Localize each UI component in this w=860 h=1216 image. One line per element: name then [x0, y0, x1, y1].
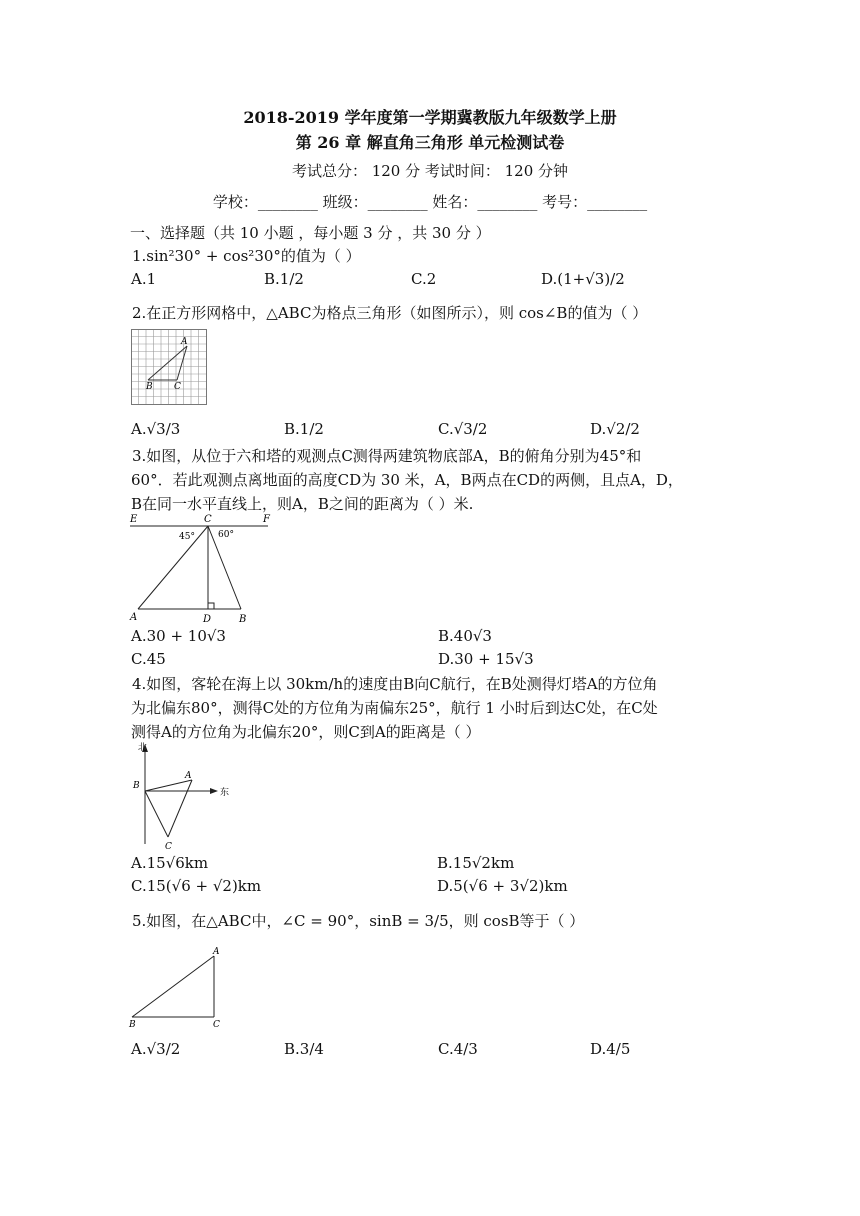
question-2-label-c: C: [174, 382, 181, 392]
question-1-option-d: D.(1+√3)/2: [541, 270, 625, 288]
question-2-option-a: A.√3/3: [131, 420, 181, 438]
question-4-option-d: D.5(√6 + 3√2)km: [437, 877, 568, 895]
question-5-label-b: B: [129, 1020, 136, 1030]
question-4-stem-line-2: 为北偏东80°，测得C处的方位角为南偏东25°，航行 1 小时后到达C处，在C处: [131, 699, 658, 717]
question-2-label-b: B: [146, 382, 153, 392]
question-4-label-b: B: [133, 781, 140, 791]
question-3-figure: [128, 510, 273, 625]
question-5-option-a: A.√3/2: [131, 1040, 181, 1058]
question-3-stem-line-2: 60°．若此观测点离地面的高度CD为 30 米，A，B两点在CD的两侧，且点A，D，: [131, 471, 683, 489]
question-4-stem-line-3: 测得A的方位角为北偏东20°，则C到A的距离是（ ）: [131, 723, 481, 741]
question-5-label-a: A: [213, 947, 220, 957]
question-5-stem: 5.如图，在△ABC中，∠C = 90°，sinB = 3/5，则 cosB等于（ ）: [132, 912, 585, 930]
question-3-option-d: D.30 + 15√3: [438, 650, 534, 668]
question-3-label-d: D: [203, 614, 212, 625]
question-3-label-45: 45°: [179, 532, 195, 542]
question-5-figure: [127, 945, 227, 1030]
question-1-stem: 1.sin²30° + cos²30°的值为（ ）: [132, 247, 361, 265]
question-3-stem-line-3: B在同一水平直线上，则A，B之间的距离为（ ）米.: [131, 495, 474, 513]
exam-info: 考试总分： 120 分 考试时间： 120 分钟: [291, 162, 569, 180]
question-3-label-a: A: [130, 612, 138, 623]
question-4-label-c: C: [165, 842, 172, 852]
question-2-label-a: A: [181, 337, 188, 347]
question-2-option-d: D.√2/2: [590, 420, 640, 438]
question-4-label-a: A: [185, 771, 192, 781]
question-3-label-e: E: [130, 514, 138, 525]
question-2-option-b: B.1/2: [284, 420, 324, 438]
question-2-option-c: C.√3/2: [438, 420, 488, 438]
question-1-option-c: C.2: [411, 270, 437, 288]
student-info: 学校：________ 班级：________ 姓名：________ 考号：________: [212, 193, 648, 211]
question-5-label-c: C: [213, 1020, 220, 1030]
question-4-stem-line-1: 4.如图，客轮在海上以 30km/h的速度由B向C航行，在B处测得灯塔A的方位角: [132, 675, 658, 693]
question-5-option-d: D.4/5: [590, 1040, 631, 1058]
question-1-option-a: A.1: [131, 270, 157, 288]
question-4-option-a: A.15√6km: [131, 854, 209, 872]
question-3-label-b: B: [239, 614, 247, 625]
question-3-label-60: 60°: [218, 530, 234, 540]
title-line-2: 第 26 章 解直角三角形 单元检测试卷: [295, 133, 565, 152]
question-4-option-c: C.15(√6 + √2)km: [131, 877, 262, 895]
question-4-option-b: B.15√2km: [437, 854, 515, 872]
question-2-stem: 2.在正方形网格中，△ABC为格点三角形（如图所示），则 cos∠B的值为（ ）: [132, 304, 648, 322]
question-3-option-b: B.40√3: [438, 627, 492, 645]
question-3-option-c: C.45: [131, 650, 166, 668]
question-2-grid-figure: [131, 329, 207, 405]
question-3-label-c: C: [204, 514, 212, 525]
question-4-label-east: 东: [220, 788, 230, 798]
question-3-option-a: A.30 + 10√3: [131, 627, 226, 645]
title-line-1: 2018-2019 学年度第一学期冀教版九年级数学上册: [243, 108, 617, 127]
question-4-figure: [128, 740, 238, 855]
question-3-label-f: F: [263, 514, 270, 525]
question-5-option-b: B.3/4: [284, 1040, 324, 1058]
question-1-option-b: B.1/2: [264, 270, 304, 288]
question-3-stem-line-1: 3.如图，从位于六和塔的观测点C测得两建筑物底部A，B的俯角分别为45°和: [132, 447, 642, 465]
question-4-label-north: 北: [138, 743, 148, 753]
section-heading: 一、选择题（共 10 小题 ，每小题 3 分 ，共 30 分 ）: [130, 224, 491, 242]
question-5-option-c: C.4/3: [438, 1040, 478, 1058]
